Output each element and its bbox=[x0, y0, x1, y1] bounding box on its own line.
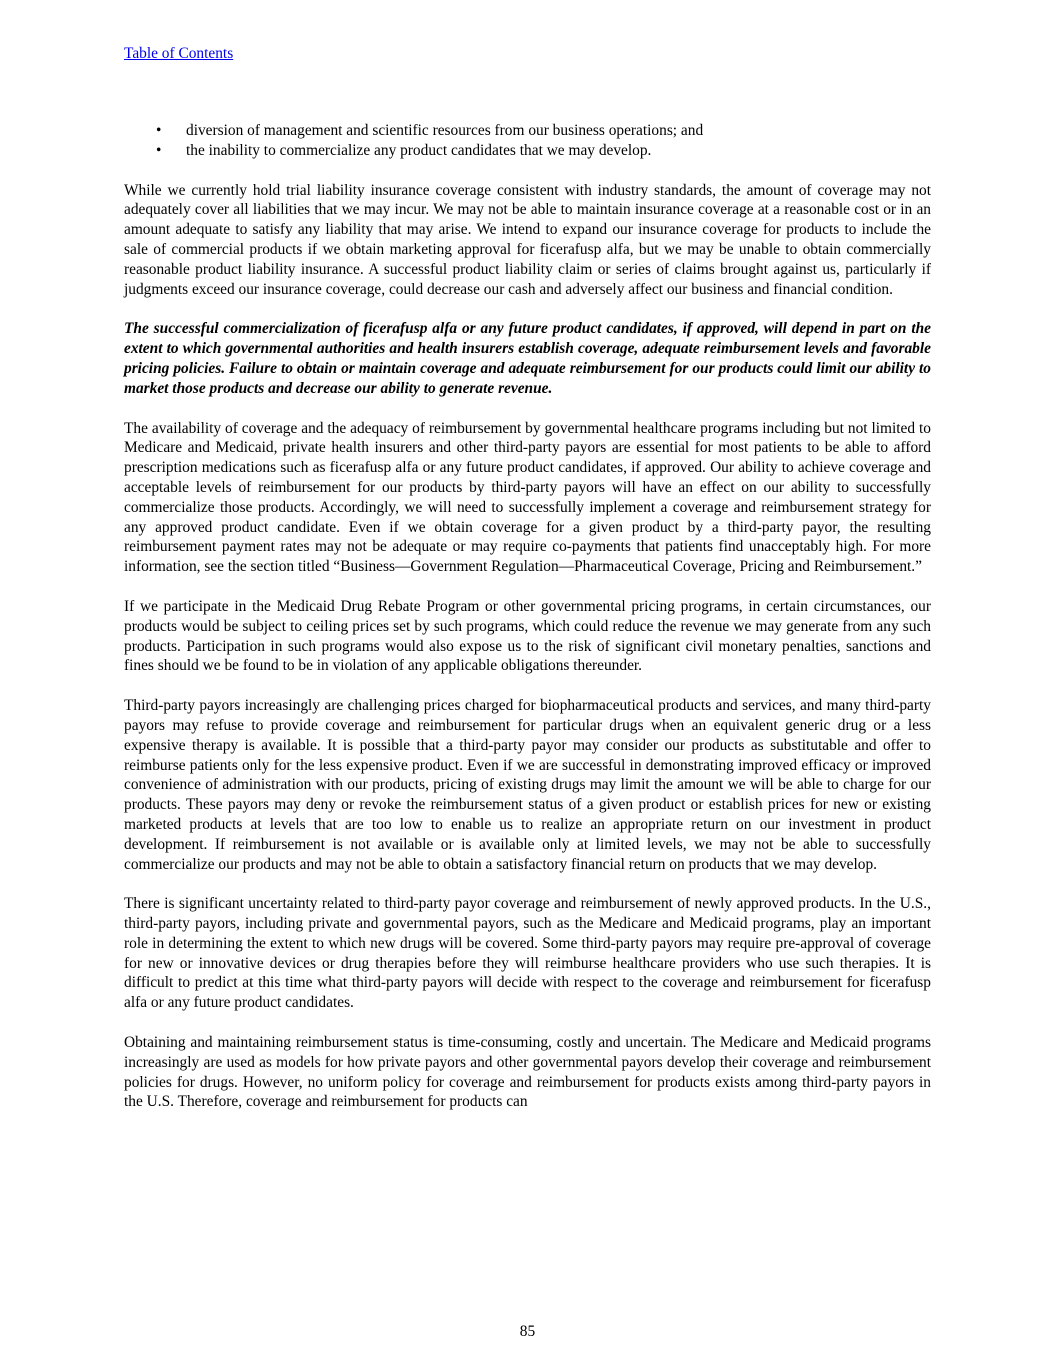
paragraph-uncertainty: There is significant uncertainty related to third-party payor coverage and reimbursement of newly approved products. In the U.S., third-party payors, including private and governmental payors, such as the Medicare and Medicaid programs, play an important role in determining the extent to which new drugs will be covered. Some third-party payors may require pre-approval of coverage for new or innovative devices or drug therapies before they will reimburse healthcare providers who use such therapies. It is difficult to predict at this time what third-party payors will decide with respect to the coverage and reimbursement for ficerafusp alfa or any future product candidates. bbox=[124, 895, 931, 1012]
document-body bbox=[124, 121, 931, 1132]
risk-heading: The successful commercialization of ficerafusp alfa or any future product candidates, if approved, will depend in part on the extent to which governmental authorities and health insurers establish coverage, adequate reimbursement levels and favorable pricing policies. Failure to obtain or maintain coverage and adequate reimbursement for our products could limit our ability to market those products and decrease our ability to generate revenue. bbox=[124, 320, 931, 397]
list-item: • the inability to commercialize any product candidates that we may develop. bbox=[156, 141, 652, 159]
table-of-contents-link[interactable]: Table of Contents bbox=[124, 45, 234, 62]
bullet-icon: • bbox=[156, 141, 162, 159]
page-number: 85 bbox=[519, 1323, 536, 1340]
paragraph-insurance: While we currently hold trial liability insurance coverage consistent with industry standards, the amount of coverage may not adequately cover all liabilities that we may incur. We may not be able to maintain insurance coverage at a reasonable cost or in an amount adequate to satisfy any liability that may arise. We intend to expand our insurance coverage for products to include the sale of commercial products if we obtain marketing approval for ficerafusp alfa, but we may be unable to obtain commercially reasonable product liability insurance. A successful product liability claim or series of claims brought against us, particularly if judgments exceed our insurance coverage, could decrease our cash and adversely affect our business and financial condition. bbox=[124, 181, 931, 298]
list-item: • diversion of management and scientific resources from our business operations; and bbox=[156, 122, 704, 139]
paragraph-third-party: Third-party payors increasingly are challenging prices charged for biopharmaceutical products and services, and many third-party payors may refuse to provide coverage and reimbursement for particular drugs when an equivalent generic drug or a less expensive therapy is available. It is possible that a third-party payor may consider our products as substitutable and offer to reimburse patients only for the less expensive product. Even if we are successful in demonstrating improved efficacy or improved convenience of administration with our products, pricing of existing drugs may limit the amount we will be able to charge for our products. These payors may deny or revoke the reimbursement status of a given product or establish prices for new or existing marketed products at levels that are too low to enable us to realize an appropriate return on our investment in product development. If reimbursement is not available or is available only at limited levels, we may not be able to successfully commercialize our products and may not be able to obtain a satisfactory financial return on products that we may develop. bbox=[124, 697, 931, 873]
paragraph-medicaid: If we participate in the Medicaid Drug Rebate Program or other governmental pricing programs, in certain circumstances, our products would be subject to ceiling prices set by such programs, which could reduce the revenue we may generate from any such products. Participation in such programs would also expose us to the risk of significant civil monetary penalties, sanctions and fines should we be found to be in violation of any applicable obligations thereunder. bbox=[124, 597, 931, 675]
bullet-icon: • bbox=[156, 122, 162, 139]
bullet-list bbox=[124, 121, 931, 161]
paragraph-reimbursement-status: Obtaining and maintaining reimbursement status is time-consuming, costly and uncertain. The Medicare and Medicaid programs increasingly are used as models for how private payors and other governmental payors develop their coverage and reimbursement policies for drugs. However, no uniform policy for coverage and reimbursement for products exists among third-party payors in the U.S. Therefore, coverage and reimbursement for products can bbox=[124, 1034, 931, 1111]
paragraph-availability: The availability of coverage and the adequacy of reimbursement by governmental healthcare programs including but not limited to Medicare and Medicaid, private health insurers and other third-party payors are essential for most patients to be able to afford prescription medications such as ficerafusp alfa or any future product candidates, if approved. Our ability to achieve coverage and acceptable levels of reimbursement for our products by third-party payors will have an effect on our ability to successfully commercialize those products. Accordingly, we will need to successfully implement a coverage and reimbursement strategy for any approved product candidate. Even if we obtain coverage for a given product by a third-party payor, the resulting reimbursement payment rates may not be adequate or may require co-payments that patients find unacceptably high. For more information, see the section titled “Business—Government Regulation—Pharmaceutical Coverage, Pricing and Reimbursement.” bbox=[124, 419, 931, 576]
